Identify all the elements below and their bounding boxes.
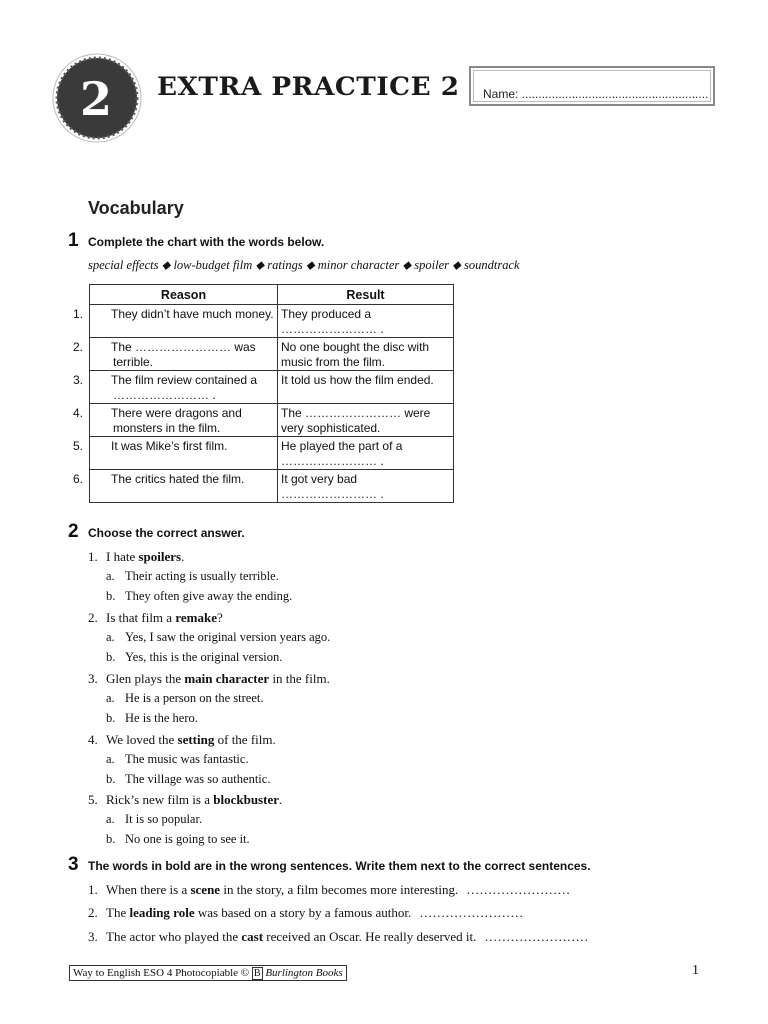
- sentence-text: The actor who played the: [106, 929, 242, 944]
- chart-reason-cell: [73, 437, 278, 470]
- option-letter: b.: [106, 650, 116, 664]
- question-number: 1.: [88, 549, 98, 564]
- result-text: It got very bad …………………… .: [281, 472, 384, 501]
- question: [88, 610, 223, 626]
- question: [88, 671, 330, 687]
- option-letter: a.: [106, 812, 115, 826]
- sentence-text-end: received an Oscar. He really deserved it.: [263, 929, 477, 944]
- question-text-end: of the film.: [214, 732, 276, 747]
- option-text: The music was fantastic.: [125, 752, 249, 766]
- option-letter: a.: [106, 691, 115, 705]
- question-number: 2.: [88, 610, 98, 625]
- row-number: 6.: [73, 472, 84, 486]
- question-bold-word: spoilers: [138, 549, 182, 564]
- row-number: 4.: [73, 406, 84, 420]
- result-text: They produced a …………………… .: [281, 307, 384, 336]
- sentence: [88, 929, 588, 945]
- answer-blank[interactable]: ……………………: [466, 882, 571, 897]
- chart-header-result: Result: [278, 285, 454, 305]
- result-text: No one bought the disc with music from the film.: [281, 340, 430, 369]
- reason-text: The critics hated the film.: [111, 472, 245, 486]
- name-box[interactable]: [469, 66, 715, 106]
- unit-number: 2: [79, 72, 113, 126]
- exercise-3-instruction: The words in bold are in the wrong sentences. Write them next to the correct sentences.: [88, 859, 591, 873]
- page-title: EXTRA PRACTICE 2: [157, 72, 460, 101]
- question-text-end: .: [181, 549, 185, 564]
- reason-text: There were dragons and monsters in the film.: [111, 406, 242, 435]
- exercise-3-number: 3: [68, 854, 79, 875]
- result-text: He played the part of a …………………… .: [281, 439, 403, 468]
- question-number: 5.: [88, 792, 98, 807]
- sentence-bold-word: scene: [190, 882, 221, 897]
- exercise-1-instruction: Complete the chart with the words below.: [88, 235, 325, 249]
- footer-credit: [69, 965, 347, 981]
- row-number: 1.: [73, 307, 84, 321]
- chart-row: [90, 437, 454, 470]
- question-number: 4.: [88, 732, 98, 747]
- exercise-1-number: 1: [68, 230, 79, 251]
- chart-row: [90, 404, 454, 437]
- answer-option-b[interactable]: [106, 650, 282, 665]
- question-bold-word: main character: [184, 671, 270, 686]
- footer-publisher: Burlington Books: [262, 967, 343, 979]
- sentence-text: When there is a: [106, 882, 191, 897]
- row-number: 3.: [73, 373, 84, 387]
- sentence-bold-word: leading role: [129, 905, 195, 920]
- sentence-number: 3.: [88, 929, 98, 944]
- chart-row: [90, 338, 454, 371]
- question-number: 3.: [88, 671, 98, 686]
- footer-book-title: Way to English ESO 4: [73, 967, 173, 979]
- unit-number-badge: [52, 53, 142, 143]
- row-number: 2.: [73, 340, 84, 354]
- chart-row: [90, 371, 454, 404]
- question: [88, 549, 184, 565]
- answer-option-a[interactable]: [106, 752, 249, 767]
- chart-row: [90, 305, 454, 338]
- question-text: Rick’s new film is a: [106, 792, 214, 807]
- chart-result-cell: [278, 404, 454, 437]
- answer-option-a[interactable]: [106, 812, 202, 827]
- option-letter: a.: [106, 630, 115, 644]
- chart-reason-cell: [73, 338, 278, 371]
- chart-row: [90, 470, 454, 503]
- option-text: Their acting is usually terrible.: [125, 569, 279, 583]
- section-title: Vocabulary: [88, 198, 184, 218]
- option-text: Yes, I saw the original version years ago.: [125, 630, 331, 644]
- chart-result-cell: [278, 371, 454, 404]
- sentence-text-end: was based on a story by a famous author.: [194, 905, 412, 920]
- footer-photocopiable: Photocopiable ©: [172, 967, 252, 979]
- option-letter: b.: [106, 711, 116, 725]
- option-letter: a.: [106, 569, 115, 583]
- question: [88, 732, 276, 748]
- reason-text: The …………………… was terrible.: [111, 340, 256, 369]
- answer-option-b[interactable]: [106, 711, 198, 726]
- option-text: He is the hero.: [125, 711, 198, 725]
- sentence-number: 2.: [88, 905, 98, 920]
- chart-result-cell: [278, 305, 454, 338]
- option-letter: a.: [106, 752, 115, 766]
- sentence: [88, 882, 570, 898]
- question-text: Is that film a: [106, 610, 176, 625]
- name-label: Name: ........................................................: [483, 87, 709, 101]
- answer-blank[interactable]: ……………………: [484, 929, 589, 944]
- sentence-number: 1.: [88, 882, 98, 897]
- chart-reason-cell: [73, 404, 278, 437]
- question-text-end: .: [278, 792, 283, 807]
- exercise-2-instruction: Choose the correct answer.: [88, 526, 245, 540]
- answer-option-b[interactable]: [106, 589, 292, 604]
- answer-option-a[interactable]: [106, 630, 330, 645]
- chart-result-cell: [278, 470, 454, 503]
- answer-option-a[interactable]: [106, 691, 264, 706]
- question-text-end: ?: [216, 610, 223, 625]
- exercise-2-number: 2: [68, 521, 79, 542]
- chart-result-cell: [278, 338, 454, 371]
- reason-text: The film review contained a …………………… .: [111, 373, 258, 402]
- result-text: The …………………… were very sophisticated.: [281, 406, 431, 435]
- question-bold-word: blockbuster: [213, 792, 279, 807]
- answer-option-b[interactable]: [106, 832, 250, 847]
- reason-text: It was Mike’s first film.: [111, 439, 228, 453]
- question-text-end: in the film.: [269, 671, 330, 686]
- footer-logo: B: [253, 968, 261, 979]
- option-letter: b.: [106, 832, 116, 846]
- option-text: No one is going to see it.: [125, 832, 250, 846]
- row-number: 5.: [73, 439, 84, 453]
- option-text: They often give away the ending.: [125, 589, 293, 603]
- sentence-text-end: in the story, a film becomes more interesting.: [220, 882, 459, 897]
- option-text: He is a person on the street.: [125, 691, 264, 705]
- sentence-bold-word: cast: [241, 929, 264, 944]
- chart-result-cell: [278, 437, 454, 470]
- chart-reason-cell: [73, 470, 278, 503]
- option-letter: b.: [106, 589, 116, 603]
- option-text: Yes, this is the original version.: [125, 650, 283, 664]
- question: [88, 792, 282, 808]
- sentence-text: The: [106, 905, 130, 920]
- vocabulary-chart: [73, 284, 454, 503]
- answer-blank[interactable]: ……………………: [419, 905, 524, 920]
- word-list: special effects ⬥ low-budget film ⬥ ratings ⬥ minor character ⬥ spoiler ⬥ soundtrack: [88, 258, 520, 272]
- question-text: We loved the: [106, 732, 178, 747]
- reason-text: They didn’t have much money.: [111, 307, 274, 321]
- option-text: The village was so authentic.: [125, 772, 271, 786]
- sentence: [88, 905, 523, 921]
- result-text: It told us how the film ended.: [281, 373, 434, 387]
- chart-reason-cell: [73, 305, 278, 338]
- question-text: Glen plays the: [106, 671, 185, 686]
- page-number: 1: [692, 963, 699, 978]
- option-text: It is so popular.: [125, 812, 203, 826]
- question-text: I hate: [106, 549, 139, 564]
- question-bold-word: remake: [175, 610, 217, 625]
- answer-option-a[interactable]: [106, 569, 279, 584]
- answer-option-b[interactable]: [106, 772, 270, 787]
- chart-header-reason: Reason: [90, 285, 278, 305]
- option-letter: b.: [106, 772, 116, 786]
- chart-reason-cell: [73, 371, 278, 404]
- question-bold-word: setting: [177, 732, 215, 747]
